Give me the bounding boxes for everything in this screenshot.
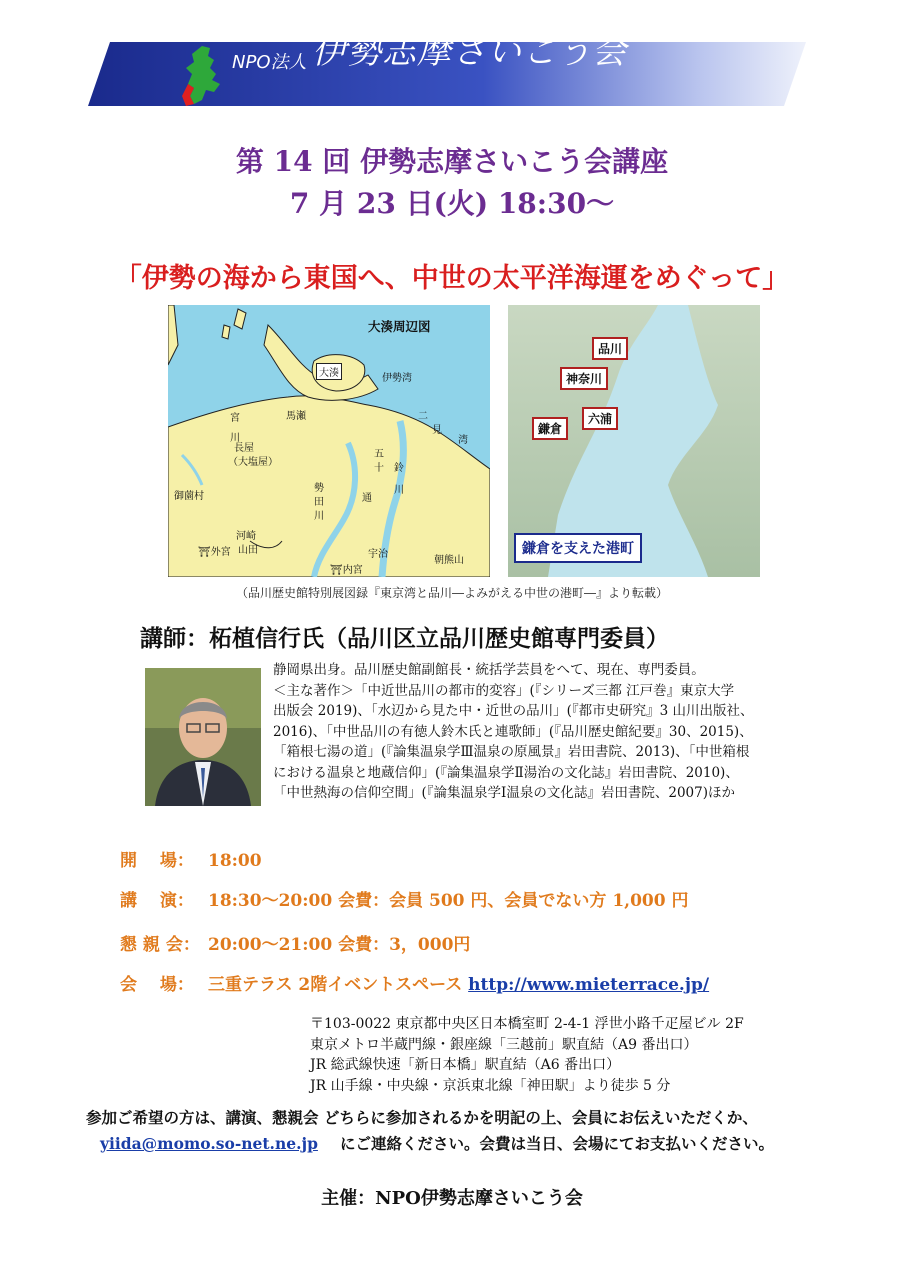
- mie-prefecture-logo-icon: [180, 44, 232, 108]
- map-label: 勢: [314, 483, 324, 494]
- bio-line: における温泉と地蔵信仰」(『論集温泉学Ⅱ湯治の文化誌』岩田書院、2010)、: [273, 764, 739, 781]
- map-place-label: 品川: [592, 337, 628, 360]
- map-label: 五: [374, 449, 384, 460]
- access-line: JR 総武線快速「新日本橋」駅直結（A6 番出口）: [310, 1057, 621, 1073]
- info-party: [120, 930, 470, 955]
- access-line: JR 山手線・中央線・京浜東北線「神田駅」より徒歩 5 分: [310, 1077, 671, 1094]
- info-value: 三重テラス 2階イベントスペース: [208, 975, 463, 995]
- map-label: 伊勢湾: [382, 373, 412, 384]
- map-label: 宇治: [368, 549, 388, 560]
- bio-line: ＜主な著作＞「中近世品川の都市的変容」(『シリーズ三都 江戸巻』東京大学: [273, 682, 735, 699]
- lecturer-heading: 講師：柘植信行氏（品川区立品川歴史館専門委員）: [140, 625, 669, 652]
- map-credit: （品川歴史館特別展図録『東京湾と品川―よみがえる中世の港町―』より転載）: [235, 586, 668, 600]
- map-label: 朝熊山: [434, 555, 464, 566]
- event-datetime: 7 月 23 日(火) 18:30～: [289, 187, 615, 220]
- map-label: 大湊: [316, 363, 342, 380]
- map-label: 河崎: [236, 531, 256, 542]
- map-label: 馬瀬: [286, 411, 306, 422]
- contact-email-link[interactable]: yiida@momo.so-net.ne.jp: [100, 1134, 318, 1153]
- bio-line: 静岡県出身。品川歴史館副館長・統括学芸員をへて、現在、専門委員。: [273, 662, 705, 678]
- info-lecture: [120, 886, 689, 911]
- notice-line: にご連絡ください。会費は当日、会場にてお支払いください。: [339, 1134, 774, 1153]
- bio-line: 2016)、「中世品川の有徳人鈴木氏と連歌師」(『品川歴史館紀要』30、2015)、: [273, 723, 753, 740]
- map-label: 川: [394, 485, 404, 496]
- map-label: 宮: [230, 413, 240, 424]
- map-label: （大塩屋）: [228, 457, 278, 468]
- access-line: 東京メトロ半蔵門線・銀座線「三越前」駅直結（A9 番出口）: [310, 1036, 698, 1053]
- kamakura-ports-map: [508, 305, 760, 577]
- bio-line: 出版会 2019)、「水辺から見た中・近世の品川」(『都市史研究』3 山川出版社、: [273, 703, 754, 719]
- notice-contact: [100, 1132, 774, 1154]
- info-value: 18:00: [208, 851, 262, 871]
- info-open: [120, 846, 262, 871]
- map-label: 山田: [238, 545, 258, 556]
- info-value: 18:30～20:00 会費：会員 500 円、会員でない方 1,000 円: [208, 891, 689, 911]
- map-place-label: 神奈川: [560, 367, 608, 390]
- info-label: 開 場：: [120, 851, 194, 871]
- map-label: 鈴: [394, 463, 404, 474]
- organizer: 主催：NPO伊勢志摩さいこう会: [321, 1188, 583, 1209]
- venue-url-link[interactable]: http://www.mieterrace.jp/: [468, 975, 710, 995]
- map-label: 川: [314, 511, 324, 522]
- event-title: 第 14 回 伊勢志摩さいこう会講座: [235, 145, 669, 178]
- bio-line: 「箱根七湯の道」(『論集温泉学Ⅲ温泉の原風景』岩田書院、2013)、「中世箱根: [273, 744, 750, 760]
- map-title: 大湊周辺図: [368, 319, 431, 334]
- map-label: 十: [374, 463, 384, 474]
- lecturer-bio: [273, 660, 754, 804]
- info-label: 懇 親 会：: [120, 935, 200, 955]
- lecture-title: 「伊勢の海から東国へ、中世の太平洋海運をめぐって」: [114, 263, 790, 294]
- map-label: 二: [418, 411, 428, 422]
- info-venue: [120, 970, 709, 995]
- map-label: 長屋: [234, 443, 254, 454]
- info-label: 会 場：: [120, 975, 194, 995]
- map-label: 通: [362, 493, 372, 504]
- map-place-label: 鎌倉: [532, 417, 568, 440]
- map-label: 田: [314, 497, 324, 508]
- ominato-area-map: [168, 305, 490, 577]
- map-label: 見: [432, 425, 442, 436]
- access-line: 〒103-0022 東京都中央区日本橋室町 2-4-1 浮世小路千疋屋ビル 2F: [310, 1016, 744, 1032]
- access-info: [310, 1014, 744, 1096]
- logo-npo-label: NPO法人: [232, 52, 307, 73]
- bio-line: 「中世熱海の信仰空間」(『論集温泉学Ⅰ温泉の文化誌』岩田書院、2007)ほか: [273, 785, 735, 801]
- map-label: 川: [230, 433, 240, 444]
- logo-org-name: 伊勢志摩さいこう会: [312, 32, 627, 72]
- map-caption: 鎌倉を支えた港町: [514, 533, 642, 563]
- map-label: ⛩外宮: [198, 547, 231, 558]
- info-label: 講 演：: [120, 891, 194, 911]
- notice-line: 参加ご希望の方は、講演、懇親会 どちらに参加されるかを明記の上、会員にお伝えいただくか、: [86, 1108, 758, 1127]
- lecturer-photo: [145, 668, 261, 806]
- info-value: 20:00～21:00 会費：3，000円: [208, 935, 471, 955]
- map-label: 湾: [458, 435, 468, 446]
- map-place-label: 六浦: [582, 407, 618, 430]
- map-label: ⛩内宮: [330, 565, 363, 576]
- map-label: 御薗村: [174, 491, 204, 502]
